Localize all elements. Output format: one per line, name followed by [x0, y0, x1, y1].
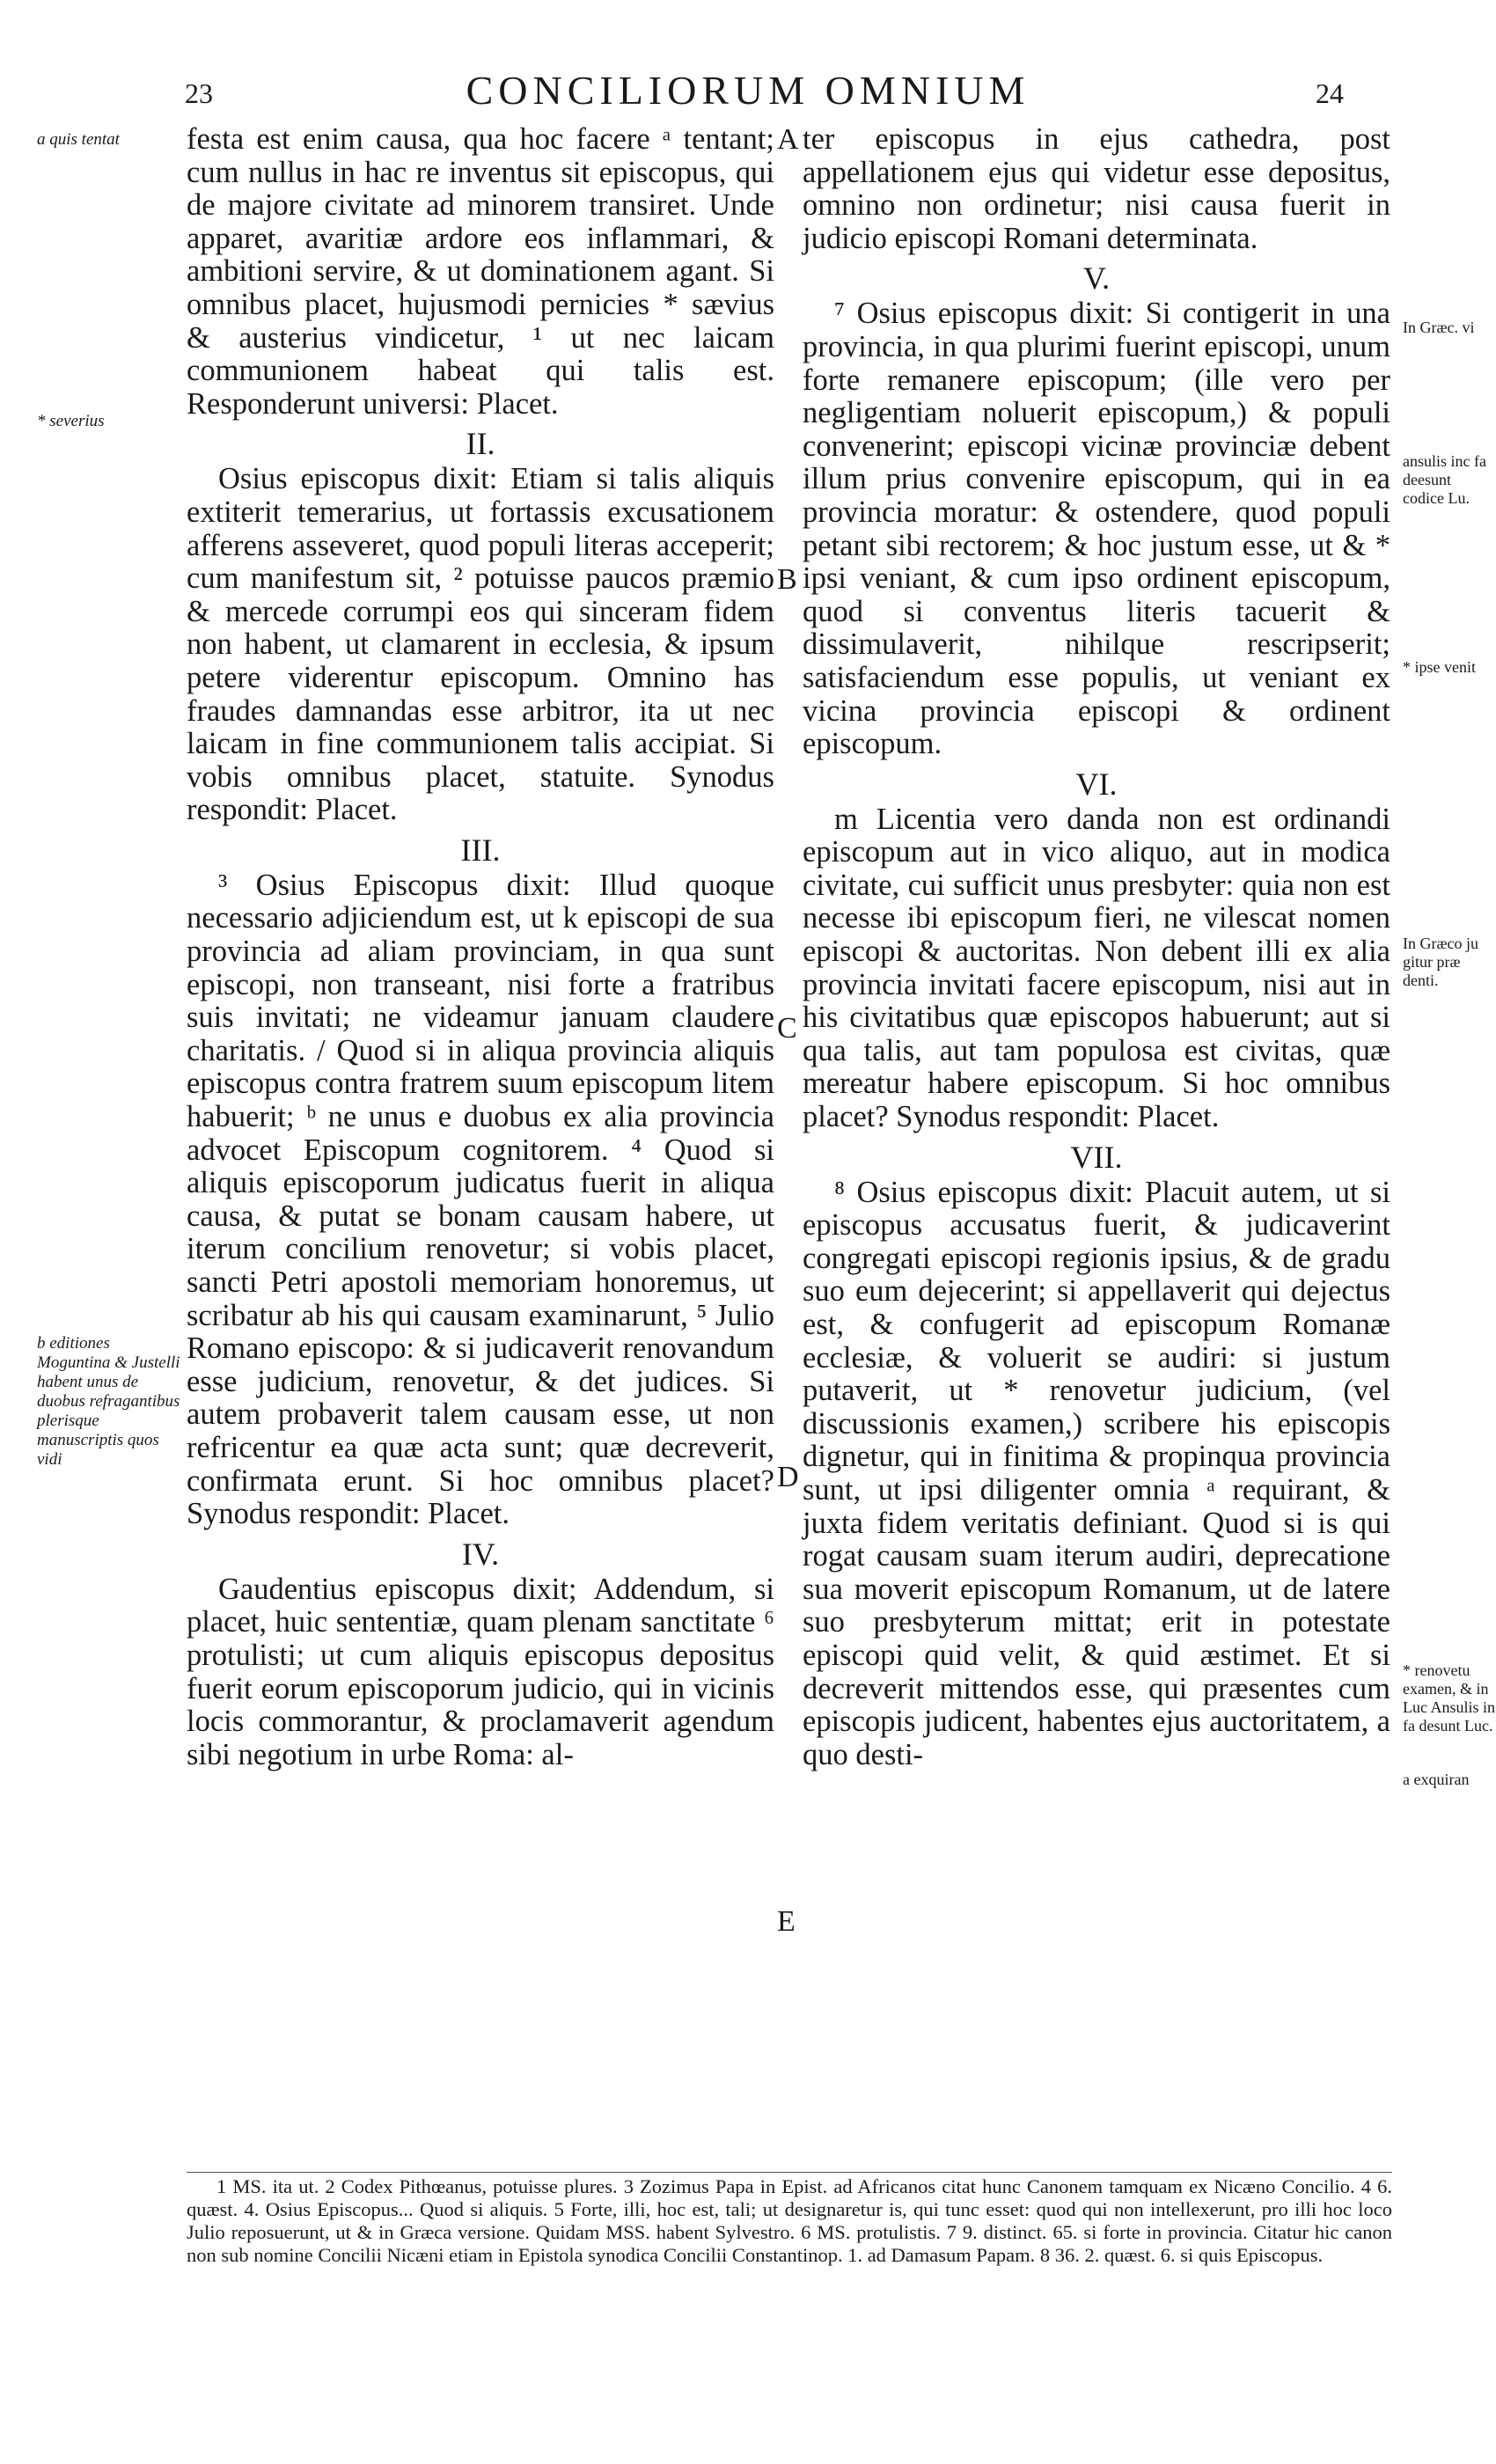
paragraph: Osius episcopus dixit: Etiam si talis aliquis extiterit temerarius, ut fortassis excusationem afferens asseveret, quod populi literas acceperit; cum manifestum sit, ² potuisse paucos præmio & mercede corrumpi eos qui sinceram fidem non habent, ut clamarent in ecclesia, & ipsum petere viderentur episcopum. Omnino has fraudes damnandas esse arbitror, ita ut nec laicam in fine communionem talis accipiat. Si vobis omnibus placet, statuite. Synodus respondit: Placet. [187, 462, 774, 827]
margin-note-left: a quis tentat [37, 130, 120, 149]
footnote-rule [187, 2172, 1392, 2173]
margin-note-right: In Græc. vi [1403, 319, 1475, 336]
section-heading: II. [466, 426, 495, 462]
right-column [803, 123, 1390, 1771]
paragraph: ⁷ Osius episcopus dixit: Si contigerit in una provincia, in qua plurimi fuerint episcopi, unum forte remanere episcopum; (ille vero per negligentiam noluerit episcopum,) & populi convenerint; episcopi vicinæ provinciæ debent illum prius convenire episcopum, qui in ea provincia moratur: & ostendere, quod populi petant sibi rectorem; & hoc justum esse, ut & * ipsi veniant, & cum ipso ordinent episcopum, quod si conventus literis tacuerit & dissimulaverit, nihilque rescripserit; satisfaciendum esse populis, ut veniant ex vicina provincia episcopi & ordinent episcopum. [803, 297, 1390, 761]
section-letter-b: B [777, 563, 797, 596]
left-column [187, 123, 774, 1771]
section-letter-d: D [777, 1461, 799, 1493]
section-heading: III. [460, 832, 501, 868]
section-letter-c: C [777, 1012, 797, 1045]
margin-note-right: In Græco ju gitur præ denti. [1403, 935, 1478, 989]
margin-note-right: ansulis inc fa deesunt codice Lu. [1403, 452, 1486, 507]
paragraph: Gaudentius episcopus dixit; Addendum, si placet, huic sententiæ, quam plenam sanctitate ⁶ protulisti; ut cum aliquis episcopus depositus fuerit eorum episcoporum judicio, qui in vicinis locis commorantur, & proclamaverit agendum sibi negotium in urbe Roma: al- [187, 1572, 774, 1771]
section-heading: VI. [1075, 766, 1118, 802]
margin-note-left: b editiones Moguntina & Justelli habent unus de duobus refragantibus plerisque manuscriptis quos vidi [37, 1334, 180, 1469]
running-title: CONCILIORUM OMNIUM [466, 68, 1030, 113]
footnotes [187, 2175, 1392, 2267]
section-letter-e: E [777, 1905, 796, 1938]
paragraph: festa est enim causa, qua hoc facere ᵃ tentant; cum nullus in hac re inventus sit episcopus, qui de majore civitate ad minorem transiret. Unde apparet, avaritiæ ardore eos inflammari, & ambitioni servire, & ut dominationem agant. Si omnibus placet, hujusmodi pernicies * sævius & austerius vindicetur, ¹ ut nec laicam communionem habeat qui talis est. Responderunt universi: Placet. [187, 122, 774, 421]
paragraph: ³ Osius Episcopus dixit: Illud quoque necessario adjiciendum est, ut k episcopi de sua provincia ad aliam provinciam, in qua sunt episcopi, non transeant, nisi forte a fratribus suis invitati; ne videamur januam claudere charitatis. / Quod si in aliqua provincia aliquis episcopus contra fratrem suum episcopum litem habuerit; ᵇ ne unus e duobus ex alia provincia advocet Episcopum cognitorem. ⁴ Quod si aliquis episcoporum judicatus fuerit in aliqua causa, & putat se bonam causam habere, ut iterum concilium renovetur; si vobis placet, sancti Petri apostoli memoriam honoremus, ut scribatur ab his qui causam examinarunt, ⁵ Julio Romano episcopo: & si judicaverit renovandum esse judicium, renovetur, & det judices. Si autem probaverit talem causam esse, ut non refricentur ea quæ acta sunt; quæ decreverit, confirmata erunt. Si hoc omnibus placet? Synodus respondit: Placet. [187, 868, 774, 1531]
section-letter-a: A [777, 123, 799, 156]
footnote-text: 1 MS. ita ut. 2 Codex Pithœanus, potuisse plures. 3 Zozimus Papa in Epist. ad Africanos citat hunc Canonem tamquam ex Nicæno Concilio. 4 6. quæst. 4. Osius Episcopus... Quod si aliquis. 5 Forte, illi, hoc est, tali; ut designaretur is, qui tunc esset: quod qui non intellexerunt, pro illi hoc loco Julio reposuerunt, ut & in Græca versione. Quidam MSS. habent Sylvestro. 6 MS. protulistis. 7 9. distinct. 65. si forte in provincia. Citatur hic canon non sub nomine Concilii Nicæni etiam in Epistola synodica Concilii Constantinop. 1. ad Damasum Papam. 8 36. 2. quæst. 6. si quis Episcopus. [187, 2175, 1392, 2266]
page-number-left: 23 [185, 77, 213, 109]
section-heading: VII. [1070, 1139, 1123, 1175]
section-heading: V. [1082, 260, 1111, 297]
paragraph: m Licentia vero danda non est ordinandi episcopum aut in vico aliquo, aut in modica civitate, cui sufficit unus presbyter: quia non est necesse ibi episcopum fieri, ne vilescat nomen episcopi & auctoritas. Non debent illi ex alia provincia invitati facere episcopum, nisi aut in his civitatibus quæ episcopos habuerunt; aut si qua talis, aut tam populosa est civitas, quæ mereatur habere episcopum. Si hoc omnibus placet? Synodus respondit: Placet. [803, 802, 1390, 1134]
margin-note-right: * ipse venit [1403, 658, 1476, 676]
paragraph: ⁸ Osius episcopus dixit: Placuit autem, ut si episcopus accusatus fuerit, & judicaverint congregati episcopi regionis ipsius, & de gradu suo eum dejecerint; si appellaverit qui dejectus est, & confugerit ad episcopum Romanæ ecclesiæ, & voluerit se audiri: si justum putaverit, ut * renovetur judicium, (vel discussionis examen,) scribere his episcopis dignetur, qui in finitima & propinqua provincia sunt, ut ipsi diligenter omnia ᵃ requirant, & juxta fidem veritatis definiant. Quod si is qui rogat causam suam iterum audiri, deprecatione sua moverit episcopum Romanum, ut de latere suo presbyterum mittat; erit in potestate episcopi quid velit, & quid æstimet. Et si decreverit mittendos esse, qui præsentes cum episcopis judicent, habentes ejus auctoritatem, a quo desti- [803, 1175, 1390, 1771]
margin-note-right: a exquiran [1403, 1771, 1470, 1788]
page-number-right: 24 [1316, 77, 1344, 109]
section-heading: IV. [461, 1536, 500, 1572]
margin-note-left: * severius [37, 412, 105, 430]
margin-note-right: * renovetu examen, & in Luc Ansulis in fa desunt Luc. [1403, 1661, 1496, 1734]
paragraph: ter episcopus in ejus cathedra, post appellationem ejus qui videtur esse depositus, omnino non ordinetur; nisi causa fuerit in judicio episcopi Romani determinata. [803, 122, 1390, 255]
